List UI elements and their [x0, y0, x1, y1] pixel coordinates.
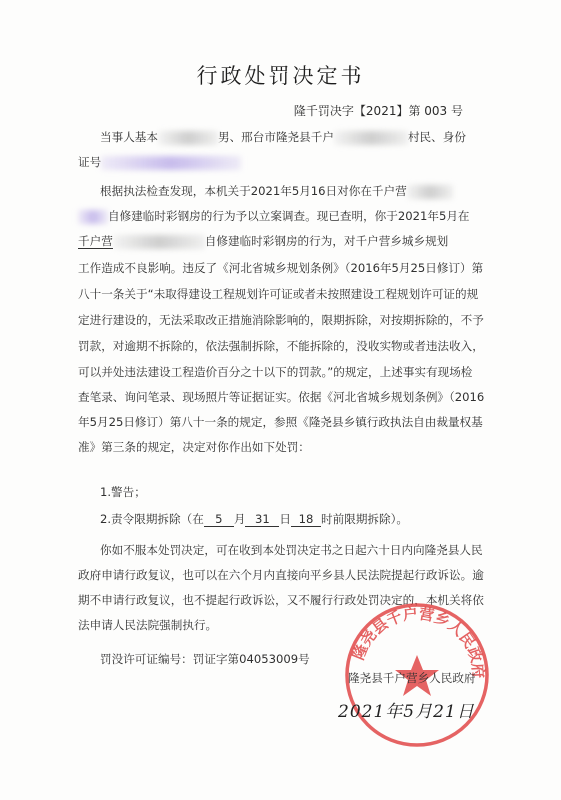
license-number: 罚没许可证编号：罚证字第04053009号 — [100, 652, 310, 666]
fact-text: 年5月25日修订）第八十一条的规定，参照《隆尧县乡镇行政执法自由裁量权基 — [78, 415, 483, 429]
fact-line-7 — [78, 338, 484, 354]
deadline-month: 5 — [204, 512, 234, 527]
fact-text: 罚款，对逾期不拆除的，依法强制拆除，不能拆除的，没收实物或者违法收入， — [78, 339, 484, 353]
fact-text: 可以并处违法建设工程造价百分之十以下的罚款。”的规定，上述事实有现场检 — [78, 365, 473, 379]
fact-line-6 — [78, 312, 484, 328]
fact-text: 准》第三条的规定，决定对你作出如下处罚： — [78, 440, 310, 454]
fact-line-2 — [78, 208, 470, 224]
fact-line-1 — [100, 183, 453, 199]
deadline-day: 31 — [245, 512, 279, 527]
fact-text: 工作造成不良影响。违反了《河北省城乡规划条例》（2016年5月25日修订）第 — [78, 261, 484, 275]
redacted-block — [158, 131, 218, 145]
month-unit: 月 — [233, 512, 246, 526]
id-label: 证号 — [78, 155, 102, 169]
fact-line-4 — [78, 260, 483, 276]
seal-text: 隆尧县千户营乡人民政府 — [349, 604, 488, 679]
appeal-line-4: 法申请人民法院强制执行。 — [78, 618, 218, 632]
fact-text: 自修建临时彩钢房的行为予以立案调查。现已查明，你于2021年5月在 — [108, 209, 470, 223]
appeal-line-3: 期不申请行政复议，也不提起行政诉讼，又不履行行政处罚决定的，本机关将依 — [78, 593, 484, 607]
fact-line-8 — [78, 364, 472, 380]
fact-text: 自修建临时彩钢房的行为，对千户营乡城乡规划 — [204, 234, 449, 248]
party-info-tail: 村民、身份 — [407, 130, 466, 144]
document-number: 隆千罚决字【2021】第 003 号 — [293, 104, 463, 118]
fact-text: 定进行建设的，无法采取改正措施消除影响的，限期拆除，对按期拆除的，不予 — [78, 313, 484, 327]
fact-text: 查笔录、询问笔录、现场照片等证据证实。依据《河北省城乡规划条例》（2016 — [78, 390, 485, 404]
fact-text: 根据执法检查发现，本机关于2021年5月16日对你在千户营 — [100, 184, 407, 198]
fact-line-3 — [78, 233, 448, 249]
signing-organization: 隆尧县千户营乡人民政府 — [348, 671, 476, 685]
redacted-block — [101, 156, 241, 170]
party-label: 当事人基本 — [100, 130, 158, 144]
redacted-block — [334, 131, 408, 145]
penalty-item-2 — [100, 511, 408, 527]
penalty-text: 2.责令限期拆除（在 — [100, 512, 204, 526]
handwritten-date: 2021年5月21日 — [338, 702, 475, 722]
redacted-block — [113, 235, 205, 249]
fact-text: 千户营 — [78, 234, 113, 248]
penalty-text: 时前限期拆除）。 — [321, 512, 408, 526]
document-title: 行政处罚决定书 — [196, 64, 365, 88]
redacted-block — [78, 210, 108, 224]
party-info: 男、邢台市隆尧县千户 — [217, 130, 334, 144]
fact-line-11 — [78, 439, 310, 455]
party-line-1 — [100, 129, 466, 145]
fact-text: 八十一条关于“未取得建设工程规划许可证或者未按照建设工程规划许可证的规 — [78, 287, 479, 301]
day-unit: 日 — [279, 512, 292, 526]
fact-line-10 — [78, 414, 483, 430]
penalty-item-1: 1.警告； — [100, 485, 146, 499]
fact-line-9 — [78, 389, 484, 405]
deadline-hour: 18 — [291, 512, 321, 527]
appeal-line-1: 你如不服本处罚决定，可在收到本处罚决定书之日起六十日内向隆尧县人民 — [100, 543, 483, 557]
redacted-block — [407, 185, 453, 199]
appeal-line-2: 政府申请行政复议，也可以在六个月内直接向平乡县人民法院提起行政诉讼。逾 — [78, 568, 484, 582]
party-line-2 — [78, 154, 241, 170]
fact-line-5 — [78, 286, 478, 302]
